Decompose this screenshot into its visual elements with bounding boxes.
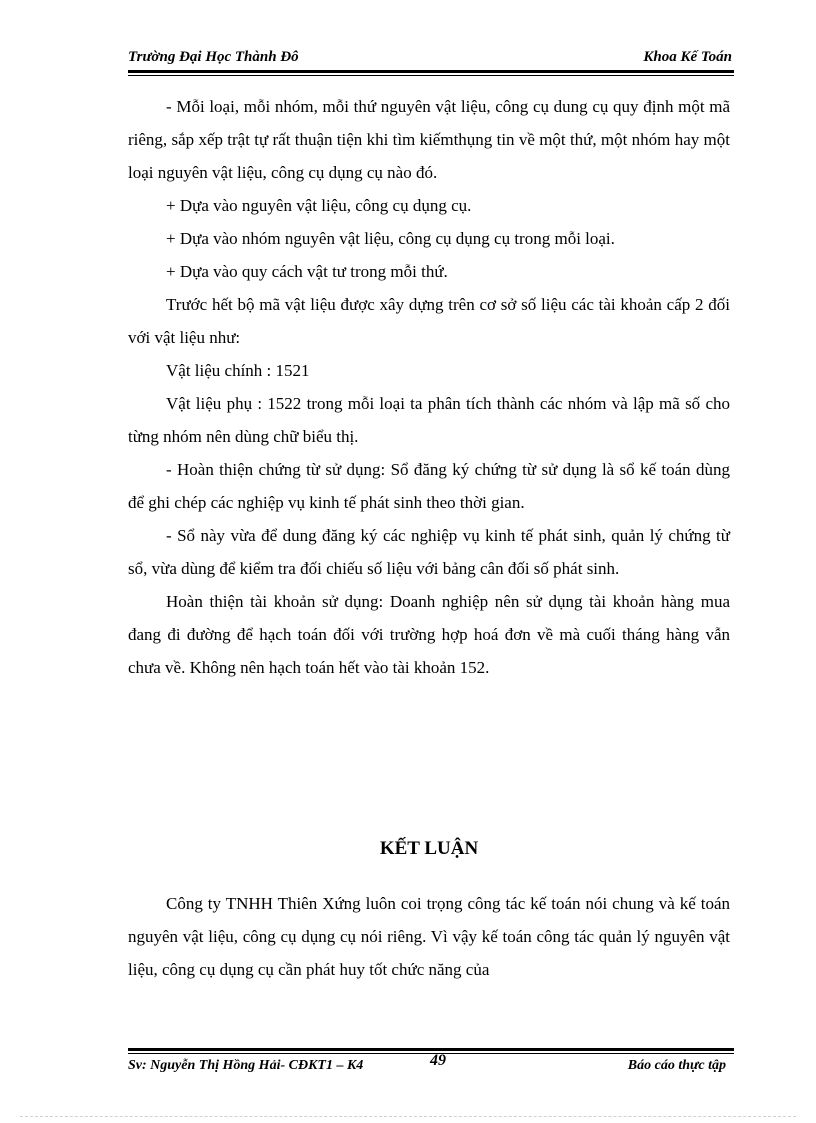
conclusion-paragraph: Công ty TNHH Thiên Xứng luôn coi trọng công tác kế toán nói chung và kế toán nguyên vật liệu, công cụ dụng cụ nói riêng. Vì vậy kế toán công tác quản lý nguyên vật liệu, công cụ dụng cụ cần phát huy tốt chức năng của	[128, 894, 730, 979]
paragraph-4: + Dựa vào quy cách vật tư trong mỗi thứ.	[166, 262, 448, 281]
paragraph-2: + Dựa vào nguyên vật liệu, công cụ dụng cụ.	[166, 196, 472, 215]
footer-report-type: Báo cáo thực tập	[627, 1058, 726, 1073]
header-department: Khoa Kế Toán	[643, 49, 732, 65]
header-school-name: Trường Đại Học Thành Đô	[128, 49, 299, 65]
paragraph-10: Hoàn thiện tài khoản sử dụng: Doanh nghiệp nên sử dụng tài khoản hàng mua đang đi đường để hạch toán đối với trường hợp hoá đơn về mà cuối tháng hàng vẫn chưa về. Không nên hạch toán hết vào tài khoản 152.	[128, 592, 730, 677]
paragraph-3: + Dựa vào nhóm nguyên vật liệu, công cụ dụng cụ trong mỗi loại.	[166, 229, 615, 248]
paragraph-8: - Hoàn thiện chứng từ sử dụng: Sổ đăng ký chứng từ sử dụng là sổ kế toán dùng để ghi chép các nghiệp vụ kinh tế phát sinh theo thời gian.	[128, 460, 730, 512]
paragraph-5: Trước hết bộ mã vật liệu được xây dựng trên cơ sở số liệu các tài khoản cấp 2 đối với vật liệu như:	[128, 295, 730, 347]
paragraph-9: - Sổ này vừa để dung đăng ký các nghiệp vụ kinh tế phát sinh, quản lý chứng từ sổ, vừa dùng để kiểm tra đối chiếu số liệu với bảng cân đối số phát sinh.	[128, 526, 730, 578]
footer-student: Sv: Nguyễn Thị Hồng Hải- CĐKT1 – K4	[128, 1058, 364, 1073]
header-rule	[128, 70, 734, 73]
footer-rule	[128, 1048, 734, 1051]
header-rule-thin	[128, 75, 734, 76]
paragraph-1: - Mỗi loại, mỗi nhóm, mỗi thứ nguyên vật liệu, công cụ dung cụ quy định một mã riêng, sắp xếp trật tự rất thuận tiện khi tìm kiếmthụng tin về một thứ, một nhóm hay một loại nguyên vật liệu, công cụ dụng cụ nào đó.	[128, 97, 730, 182]
conclusion-heading: KẾT LUẬN	[379, 838, 479, 859]
paragraph-7: Vật liệu phụ : 1522 trong mỗi loại ta phân tích thành các nhóm và lập mã số cho từng nhóm nên dùng chữ biểu thị.	[128, 394, 730, 446]
page-header	[128, 47, 732, 71]
page-number: 49	[430, 1052, 446, 1069]
page-bottom-border	[20, 1116, 796, 1117]
paragraph-6: Vật liệu chính : 1521	[166, 361, 310, 380]
page-body	[128, 90, 730, 986]
